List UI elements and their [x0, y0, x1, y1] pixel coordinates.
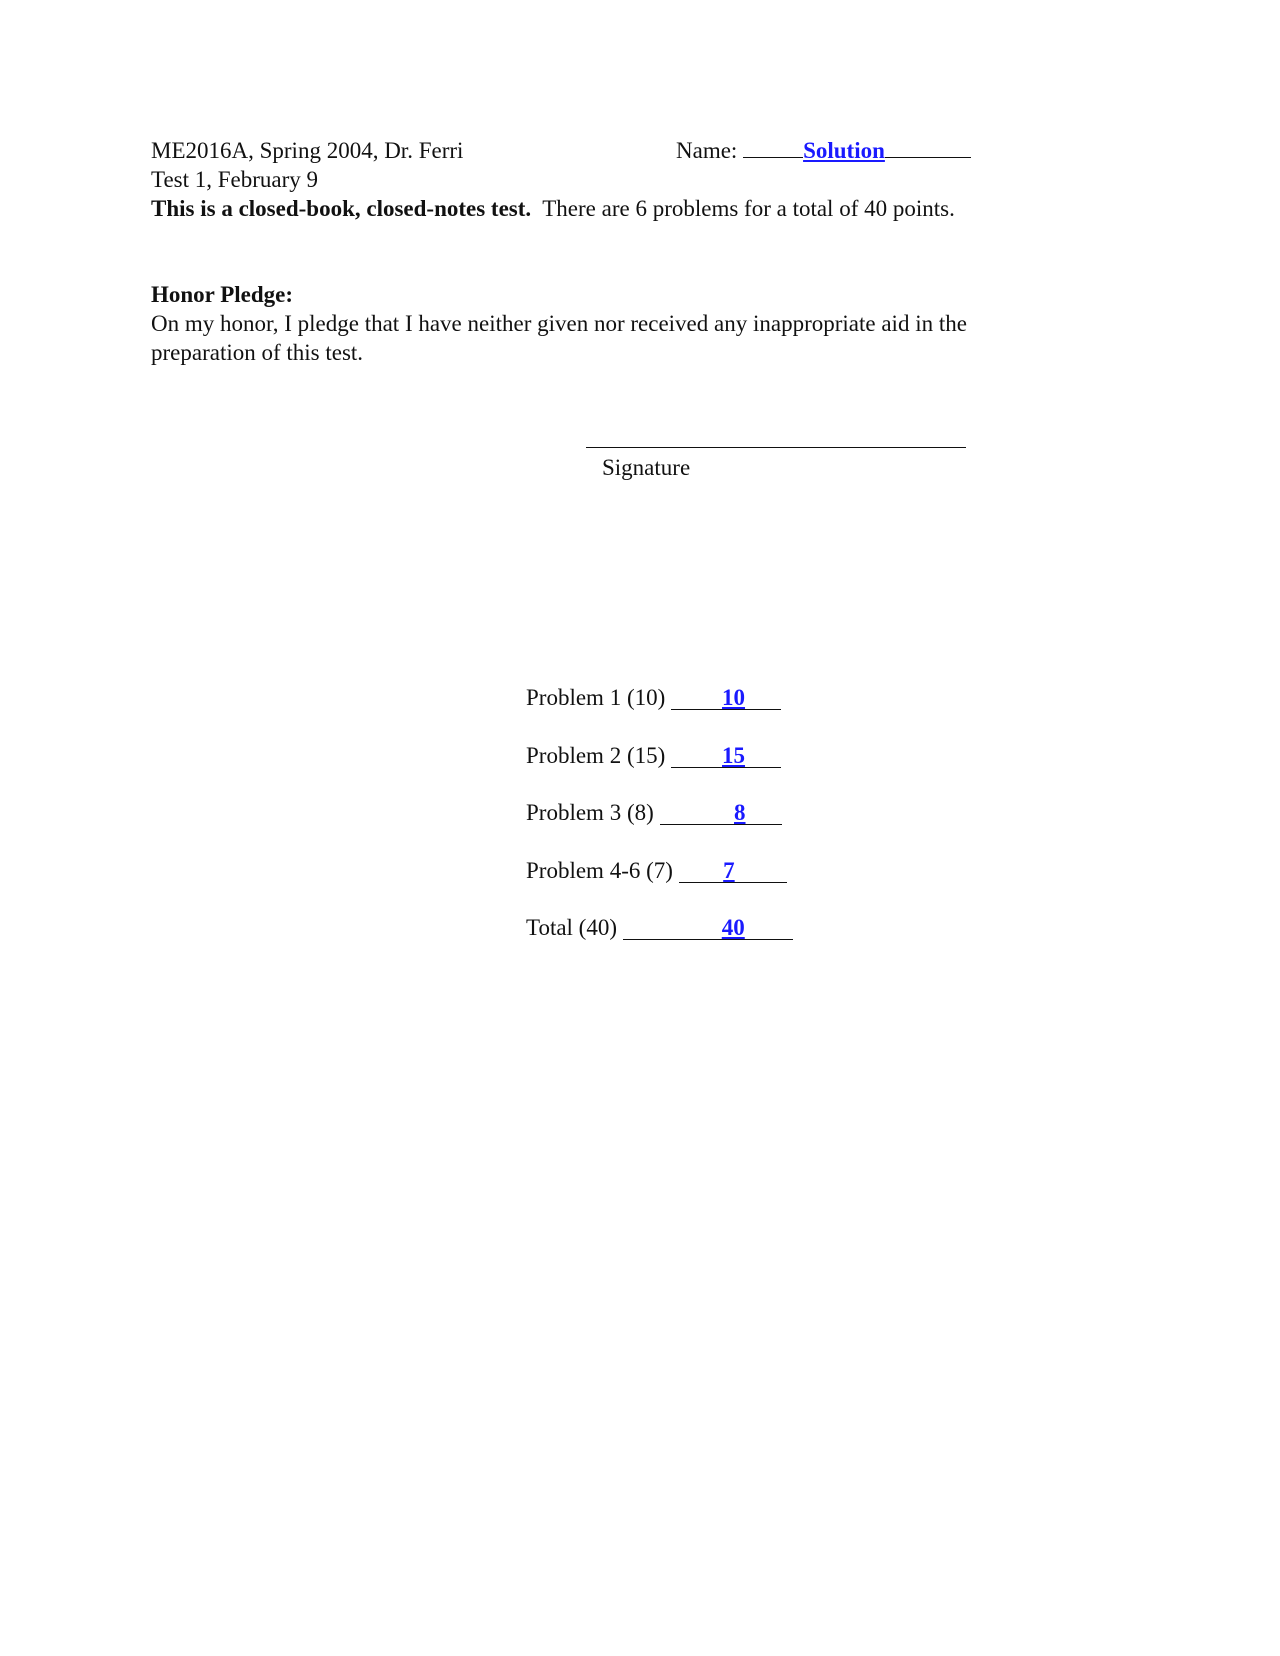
rules-bold: This is a closed-book, closed-notes test. [151, 196, 532, 221]
score-value: 10 [722, 685, 746, 710]
name-value: Solution [803, 138, 885, 163]
rules-rest: There are 6 problems for a total of 40 points. [531, 196, 955, 221]
score-row [526, 683, 781, 712]
test-line: Test 1, February 9 [151, 167, 319, 192]
score-row [526, 856, 787, 885]
score-blank [679, 860, 787, 883]
name-label: Name: [676, 138, 744, 163]
pledge-line-2: preparation of this test. [151, 340, 364, 365]
score-blank [671, 745, 781, 768]
score-row [526, 913, 793, 942]
score-label: Problem 2 (15) [526, 743, 672, 768]
pledge-heading: Honor Pledge: [151, 282, 294, 307]
score-row [526, 798, 782, 827]
signature-label: Signature [602, 455, 691, 480]
score-label: Problem 1 (10) [526, 685, 672, 710]
name-blank-left [743, 137, 803, 158]
score-label: Total (40) [526, 915, 623, 940]
score-label: Problem 4-6 (7) [526, 858, 679, 883]
name-field [676, 136, 971, 165]
score-label: Problem 3 (8) [526, 800, 660, 825]
score-value: 7 [723, 858, 735, 883]
score-blank [623, 917, 793, 940]
score-blank [671, 687, 781, 710]
rules-line [151, 194, 955, 223]
score-value: 15 [722, 743, 746, 768]
score-value: 40 [721, 915, 745, 940]
score-value: 8 [734, 800, 746, 825]
score-blank [660, 802, 782, 825]
course-line: ME2016A, Spring 2004, Dr. Ferri [151, 138, 464, 163]
pledge-line-1: On my honor, I pledge that I have neither given nor received any inappropriate aid in the [151, 311, 967, 336]
signature-line [586, 447, 966, 448]
score-row [526, 741, 781, 770]
name-blank-right [885, 137, 971, 158]
